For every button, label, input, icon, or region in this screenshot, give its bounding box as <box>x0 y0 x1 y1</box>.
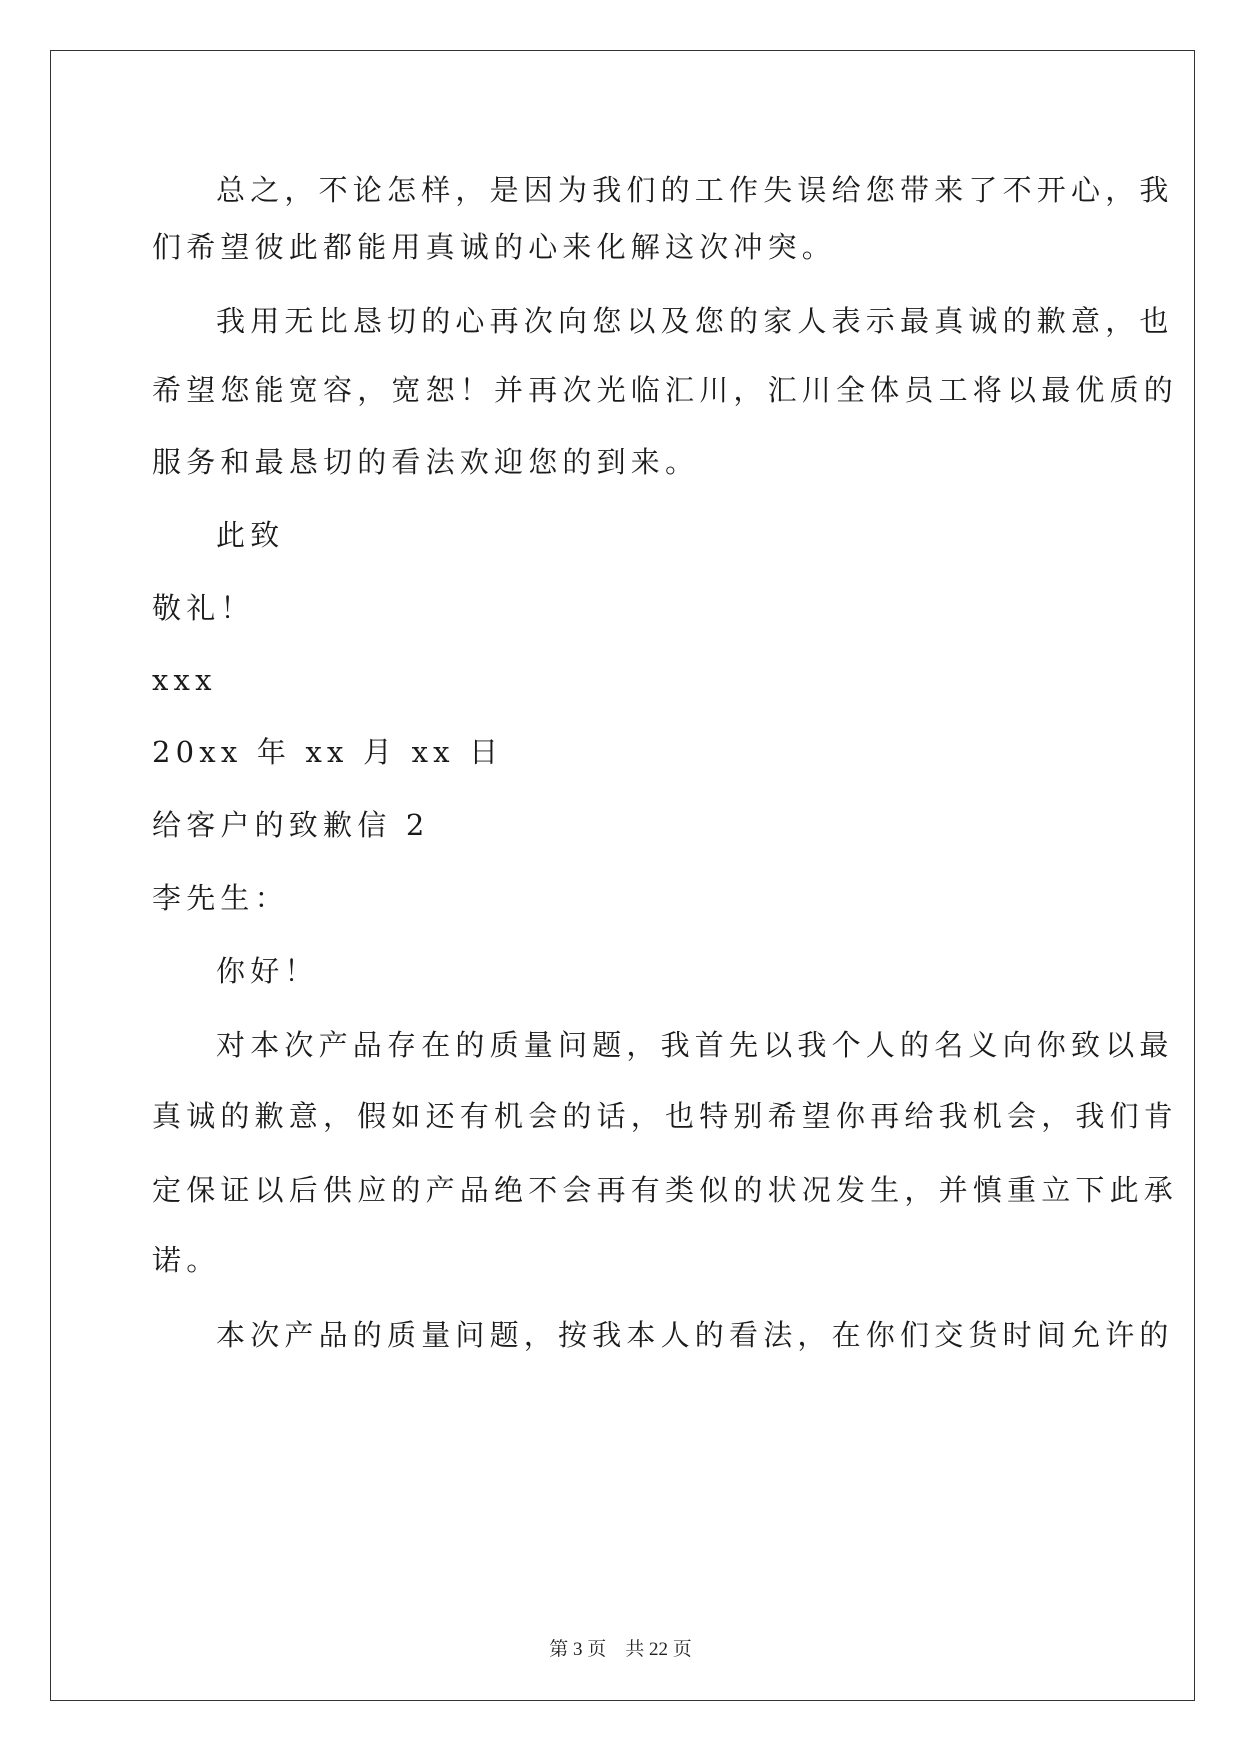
signature-name: xxx <box>152 663 217 697</box>
paragraph-line: 希望您能宽容，宽恕！并再次光临汇川，汇川全体员工将以最优质的 <box>152 373 1179 407</box>
paragraph-line: 我用无比恳切的心再次向您以及您的家人表示最真诚的歉意，也 <box>216 304 1174 338</box>
recipient-greeting: 李先生： <box>152 881 289 915</box>
page-number-footer: 第 3 页 共 22 页 <box>549 1639 692 1660</box>
page-frame <box>50 50 1195 1701</box>
closing-salutation: 此致 <box>216 518 285 552</box>
paragraph-line: 诺。 <box>152 1243 221 1277</box>
closing-regards: 敬礼！ <box>152 591 255 625</box>
paragraph-line: 们希望彼此都能用真诚的心来化解这次冲突。 <box>152 230 837 264</box>
paragraph-line: 服务和最恳切的看法欢迎您的到来。 <box>152 445 700 479</box>
paragraph-line: 总之，不论怎样，是因为我们的工作失误给您带来了不开心，我 <box>216 173 1174 207</box>
paragraph-line: 定保证以后供应的产品绝不会再有类似的状况发生，并慎重立下此承 <box>152 1173 1179 1207</box>
letter-title: 给客户的致歉信 2 <box>152 808 430 842</box>
paragraph-line: 对本次产品存在的质量问题，我首先以我个人的名义向你致以最 <box>216 1028 1174 1062</box>
paragraph-line: 本次产品的质量问题，按我本人的看法，在你们交货时间允许的 <box>216 1318 1174 1352</box>
letter-date: 20xx 年 xx 月 xx 日 <box>152 735 504 769</box>
paragraph-line: 真诚的歉意，假如还有机会的话，也特别希望你再给我机会，我们肯 <box>152 1099 1179 1133</box>
greeting-line: 你好！ <box>216 954 319 988</box>
